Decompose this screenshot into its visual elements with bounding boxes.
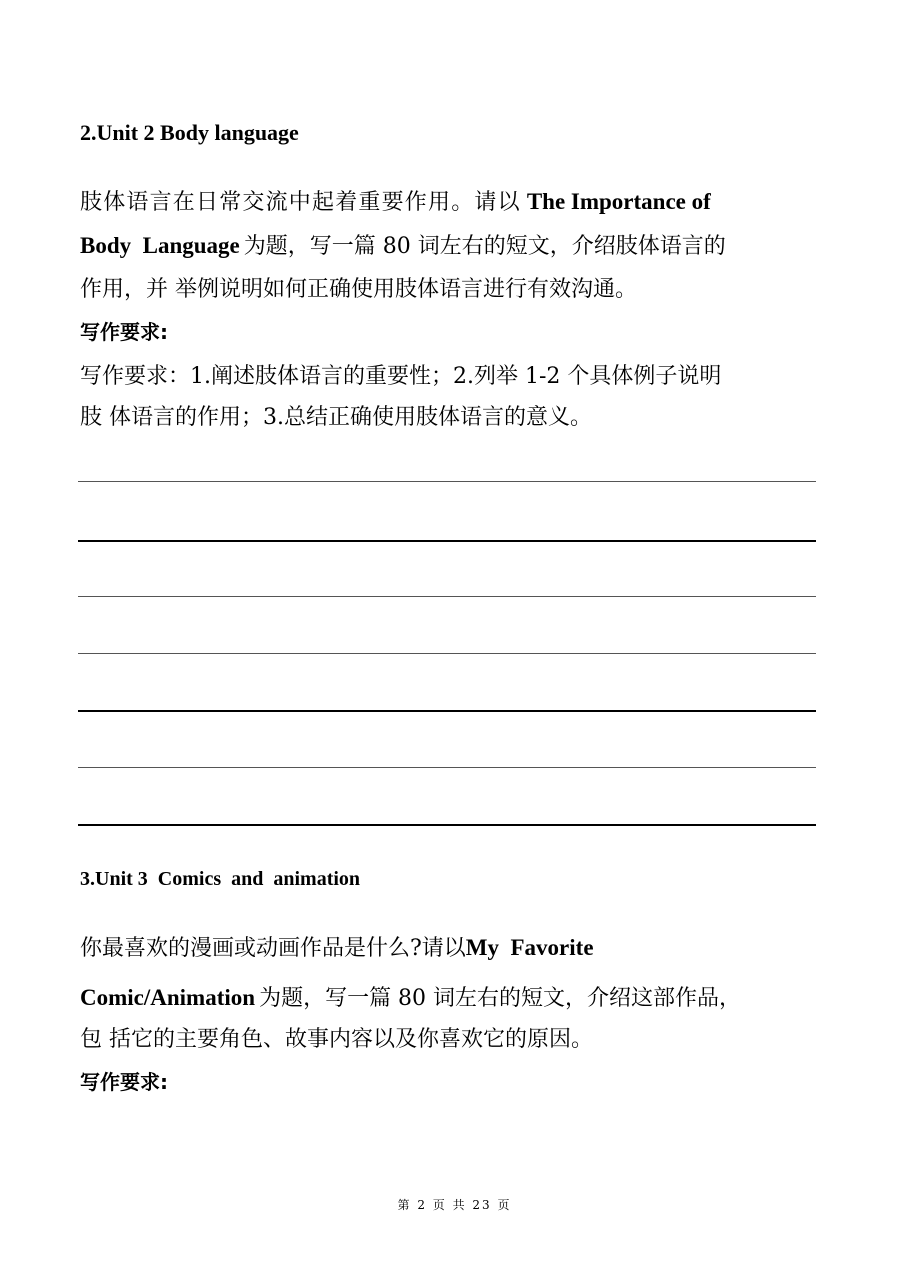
section3-title-part1: My Favorite xyxy=(465,935,594,960)
section2-requirements-line1: 写作要求：1.阐述肢体语言的重要性；2.列举 1-2 个具体例子说明 xyxy=(80,364,722,389)
section2-prompt-line2 xyxy=(80,224,726,269)
page-number-footer: 第 2 页 共 23 页 xyxy=(397,1198,512,1212)
section3-title-part2: Comic/Animation xyxy=(80,985,256,1010)
section2-prompt-line1 xyxy=(80,180,818,225)
writing-line xyxy=(78,653,816,654)
section3-prompt-line1 xyxy=(80,926,594,971)
section2-prompt-line3: 作用，并 举例说明如何正确使用肢体语言进行有效沟通。 xyxy=(80,277,637,302)
writing-line xyxy=(78,481,816,482)
section2-title-part1: The Importance of xyxy=(526,189,711,214)
writing-line xyxy=(78,824,816,826)
writing-line xyxy=(78,540,816,542)
section3-heading: 3.Unit 3 Comics and animation xyxy=(80,868,361,890)
section3-requirements-label: 写作要求: xyxy=(80,1070,168,1094)
section3-prompt-text2: 为题，写一篇 80 词左右的短文，介绍这部作品， xyxy=(259,986,742,1011)
section2-prompt-text: 肢体语言在日常交流中起着重要作用。请以 xyxy=(80,190,521,215)
writing-line xyxy=(78,710,816,712)
section3-prompt-line2 xyxy=(80,976,741,1021)
section2-title-part2: Body Language xyxy=(80,233,240,258)
section2-prompt-text2: 为题，写一篇 80 词左右的短文，介绍肢体语言的 xyxy=(243,234,726,259)
section2-requirements-line2: 肢 体语言的作用；3.总结正确使用肢体语言的意义。 xyxy=(80,405,592,430)
writing-line xyxy=(78,767,816,768)
section2-heading: 2.Unit 2 Body language xyxy=(80,120,299,145)
section3-prompt-text: 你最喜欢的漫画或动画作品是什么?请以 xyxy=(80,936,466,961)
section2-requirements-label: 写作要求: xyxy=(80,320,168,344)
writing-line xyxy=(78,596,816,597)
section3-prompt-line3: 包 括它的主要角色、故事内容以及你喜欢它的原因。 xyxy=(80,1027,593,1052)
